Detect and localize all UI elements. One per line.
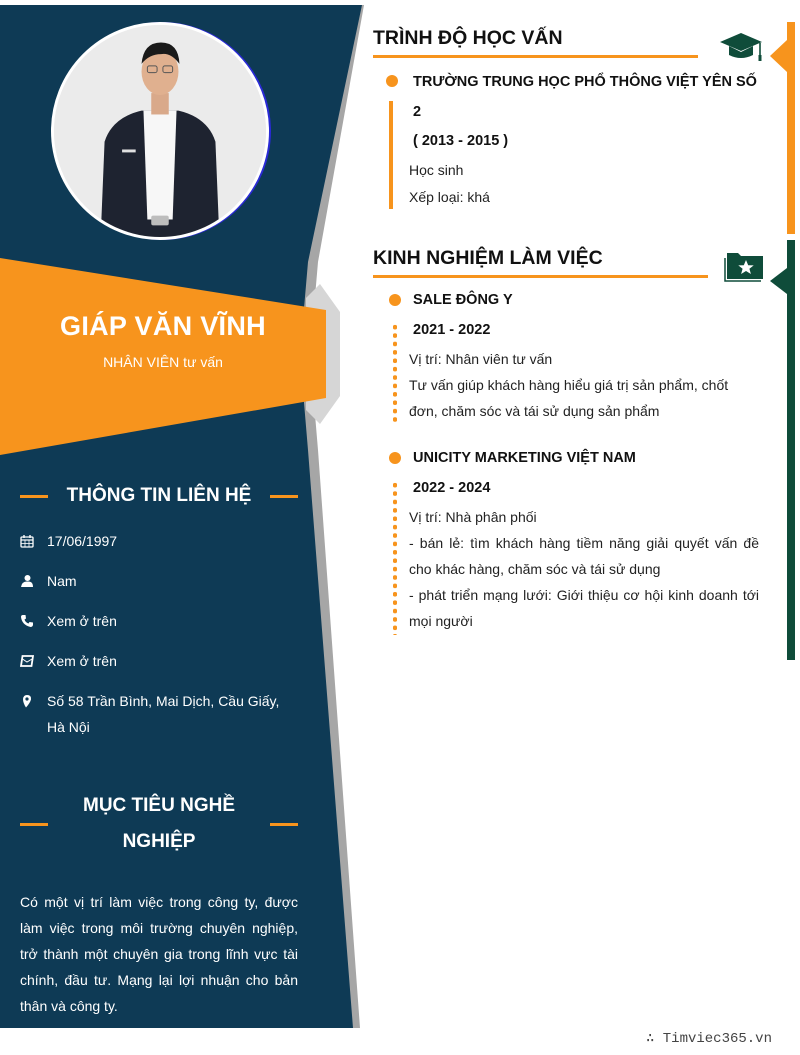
education-side-arrow xyxy=(770,40,787,72)
calendar-icon xyxy=(20,528,47,554)
address-value: Số 58 Trần Bình, Mai Dịch, Cầu Giấy, Hà Nội xyxy=(47,693,280,735)
objective-heading-line2: NGHIỆP xyxy=(122,831,196,852)
user-icon xyxy=(20,568,47,594)
experience-detail: Tư vấn giúp khách hàng hiểu giá trị sản phẩm, chốt đơn, chăm sóc và tái sử dụng sản phẩm xyxy=(409,377,729,419)
email-value: Xem ở trên xyxy=(47,653,117,669)
education-timeline-rail xyxy=(389,101,393,209)
company-name: SALE ĐÔNG Y xyxy=(413,292,513,308)
experience-detail: - phát triển mạng lưới: Giới thiệu cơ hội kinh doanh tới mọi người xyxy=(409,587,759,629)
education-side-bar xyxy=(787,22,795,234)
company-name: UNICITY MARKETING VIỆT NAM xyxy=(413,450,636,466)
experience-side-bar xyxy=(787,240,795,660)
phone-icon xyxy=(20,608,47,634)
gender-value: Nam xyxy=(47,573,77,589)
education-period: ( 2013 - 2015 ) xyxy=(413,133,509,149)
education-role: Học sinh xyxy=(409,162,464,178)
experience-position: Vị trí: Nhân viên tư vấn xyxy=(409,351,553,367)
education-heading: TRÌNH ĐỘ HỌC VẤN xyxy=(373,27,563,49)
birthdate-value: 17/06/1997 xyxy=(47,533,118,549)
contact-heading-text: THÔNG TIN LIÊN HỆ xyxy=(66,485,252,506)
experience-side-arrow xyxy=(770,268,787,294)
education-grade: Xếp loại: khá xyxy=(409,189,490,205)
contact-list xyxy=(20,528,300,754)
heading-dash-left xyxy=(20,823,48,826)
experience-bullet xyxy=(389,294,401,306)
education-details xyxy=(409,157,759,211)
experience-heading-underline xyxy=(373,275,708,278)
folder-star-icon xyxy=(724,248,766,282)
education-item xyxy=(413,67,763,156)
contact-address xyxy=(20,688,300,740)
experience-item xyxy=(413,286,763,345)
heading-dash-left xyxy=(20,495,48,498)
heading-dash-right xyxy=(270,823,298,826)
experience-bullet xyxy=(389,452,401,464)
site-watermark: ∴ Timviec365.vn xyxy=(645,1031,772,1047)
heading-dash-right xyxy=(270,495,298,498)
experience-position: Vị trí: Nhà phân phối xyxy=(409,509,537,525)
experience-details xyxy=(409,504,759,634)
education-heading-underline xyxy=(373,55,698,58)
avatar xyxy=(51,22,269,240)
objective-text: Có một vị trí làm việc trong công ty, được làm việc trong môi trường chuyên nghiệp, trở thành một chuyên gia trong lĩnh vực tài chính, đầu tư. Mạng lại lợi nhuận cho bản thân và công ty. xyxy=(20,894,298,1014)
experience-timeline-rail xyxy=(393,481,397,635)
education-bullet xyxy=(386,75,398,87)
candidate-name: GIÁP VĂN VĨNH xyxy=(60,311,266,341)
experience-details xyxy=(409,346,759,424)
phone-value: Xem ở trên xyxy=(47,613,117,629)
experience-item xyxy=(413,444,763,503)
experience-detail: - bán lẻ: tìm khách hàng tiềm năng giải quyết vấn đề cho khác hàng, chăm sóc và tái sử dụng xyxy=(409,535,759,577)
envelope-icon xyxy=(20,648,47,674)
map-pin-icon xyxy=(20,688,47,714)
contact-gender xyxy=(20,568,300,594)
contact-email xyxy=(20,648,300,674)
contact-heading xyxy=(20,478,298,514)
experience-timeline-rail xyxy=(393,323,397,423)
experience-heading: KINH NGHIỆM LÀM VIỆC xyxy=(373,247,603,269)
objective-heading-text xyxy=(83,788,235,860)
school-name: TRƯỜNG TRUNG HỌC PHỔ THÔNG VIỆT YÊN SỐ 2 xyxy=(413,74,757,120)
objective-heading-line1: MỤC TIÊU NGHỀ xyxy=(83,795,235,816)
person-photo-icon xyxy=(54,25,266,237)
contact-phone xyxy=(20,608,300,634)
contact-birthdate xyxy=(20,528,300,554)
job-title: NHÂN VIÊN tư vấn xyxy=(103,354,223,370)
objective-heading xyxy=(20,788,298,860)
experience-period: 2022 - 2024 xyxy=(413,480,491,496)
experience-period: 2021 - 2022 xyxy=(413,322,491,338)
graduation-cap-icon xyxy=(720,31,764,63)
